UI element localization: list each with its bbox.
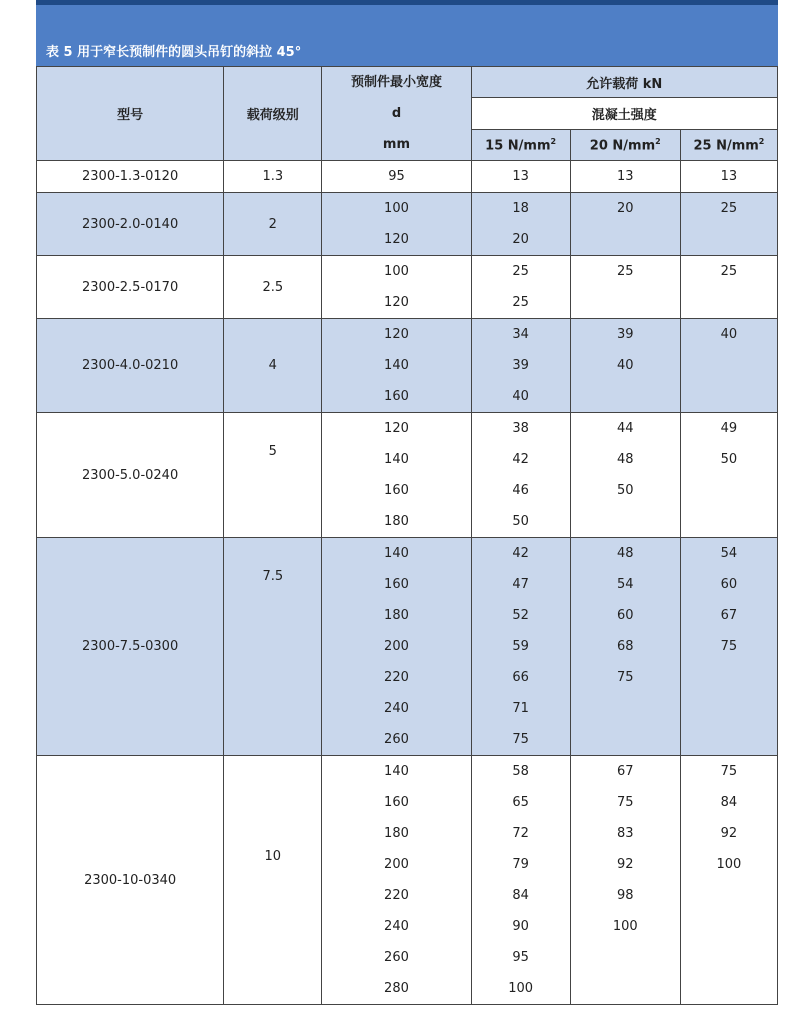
width-value: 200 — [384, 639, 409, 654]
width-value: 100 — [384, 201, 409, 216]
load-20-value: 40 — [616, 358, 634, 373]
header-load-class: 载荷级别 — [224, 67, 322, 161]
cell-load-15 — [471, 319, 570, 413]
cell-min-width — [322, 538, 471, 756]
load-20-value: 25 — [616, 264, 634, 279]
width-value: 120 — [384, 295, 409, 310]
cell-load-25 — [680, 756, 777, 1005]
width-value: 140 — [384, 546, 409, 561]
width-value: 100 — [384, 264, 409, 279]
cell-load-class — [224, 319, 322, 413]
load-15-value: 39 — [512, 358, 529, 373]
load-20-value: 75 — [616, 795, 634, 810]
load-15-value: 66 — [512, 670, 529, 685]
cell-load-class — [224, 538, 322, 756]
header-min-width-symbol: d — [391, 106, 402, 121]
table-row — [37, 193, 778, 256]
width-value: 120 — [384, 421, 409, 436]
header-min-width-label: 预制件最小宽度 — [350, 75, 442, 90]
table-title — [36, 5, 778, 66]
load-20-value: 67 — [616, 764, 634, 779]
header-concrete-strength: 混凝土强度 — [471, 98, 777, 129]
cell-load-25 — [680, 256, 777, 319]
table-row — [37, 413, 778, 538]
cell-load-class — [224, 193, 322, 256]
header-15 — [471, 129, 570, 160]
width-value: 260 — [384, 950, 409, 965]
load-15-value: 46 — [512, 483, 529, 498]
load-25-value: 50 — [720, 452, 738, 467]
load-15-value: 75 — [512, 732, 529, 747]
width-value: 160 — [384, 389, 409, 404]
table-row — [37, 756, 778, 1005]
header-20 — [570, 129, 680, 160]
cell-load-20 — [570, 256, 680, 319]
width-value: 140 — [384, 764, 409, 779]
load-20-value: 20 — [616, 201, 634, 216]
cell-load-15 — [471, 413, 570, 538]
cell-model — [37, 538, 224, 756]
width-value: 95 — [388, 169, 405, 184]
load-15-value: 50 — [512, 514, 529, 529]
cell-load-20 — [570, 756, 680, 1005]
load-class-text: 4 — [268, 358, 277, 373]
cell-load-class — [224, 756, 322, 1005]
load-15-value: 42 — [512, 546, 529, 561]
cell-load-25 — [680, 413, 777, 538]
table-container — [36, 0, 778, 1005]
load-15-value: 72 — [512, 826, 529, 841]
load-class-text: 1.3 — [262, 169, 284, 184]
cell-min-width — [322, 319, 471, 413]
load-25-value: 84 — [720, 795, 738, 810]
width-value: 260 — [384, 732, 409, 747]
load-15-value: 79 — [512, 857, 529, 872]
load-15-value: 59 — [512, 639, 529, 654]
width-value: 120 — [384, 327, 409, 342]
load-15-value: 47 — [512, 577, 529, 592]
width-value: 120 — [384, 232, 409, 247]
cell-load-20 — [570, 161, 680, 193]
width-value: 160 — [384, 795, 409, 810]
cell-load-15 — [471, 193, 570, 256]
width-value: 240 — [384, 919, 409, 934]
load-15-value: 52 — [512, 608, 529, 623]
width-value: 160 — [384, 483, 409, 498]
cell-min-width — [322, 161, 471, 193]
cell-load-class — [224, 161, 322, 193]
load-25-value: 13 — [720, 169, 738, 184]
cell-model — [37, 193, 224, 256]
load-class-text: 10 — [264, 849, 282, 864]
cell-load-25 — [680, 319, 777, 413]
header-15-text: 15 N/mm — [485, 137, 551, 153]
load-20-value: 48 — [616, 452, 634, 467]
load-15-value: 65 — [512, 795, 529, 810]
load-25-value: 75 — [720, 764, 738, 779]
load-20-value: 54 — [616, 577, 634, 592]
load-25-value: 25 — [720, 201, 738, 216]
cell-load-25 — [680, 538, 777, 756]
cell-load-25 — [680, 193, 777, 256]
width-value: 180 — [384, 608, 409, 623]
cell-model — [37, 319, 224, 413]
load-15-value: 25 — [512, 264, 529, 279]
load-25-value: 75 — [720, 639, 738, 654]
cell-model — [37, 756, 224, 1005]
load-25-value: 60 — [720, 577, 738, 592]
header-model: 型号 — [37, 67, 224, 161]
load-20-value: 60 — [616, 608, 634, 623]
width-value: 180 — [384, 514, 409, 529]
load-25-value: 49 — [720, 421, 738, 436]
load-20-value: 92 — [616, 857, 634, 872]
load-20-value: 48 — [616, 546, 634, 561]
cell-model — [37, 256, 224, 319]
table-row — [37, 538, 778, 756]
cell-load-class — [224, 256, 322, 319]
model-text: 2300-7.5-0300 — [82, 639, 179, 654]
cell-load-15 — [471, 756, 570, 1005]
load-15-value: 25 — [512, 295, 529, 310]
model-text: 2300-2.0-0140 — [82, 216, 179, 232]
width-value: 140 — [384, 452, 409, 467]
load-20-value: 100 — [612, 919, 638, 934]
load-15-value: 13 — [512, 169, 529, 184]
width-value: 180 — [384, 826, 409, 841]
header-25-sup: 2 — [758, 136, 765, 146]
load-15-value: 90 — [512, 919, 529, 934]
load-15-value: 100 — [508, 981, 534, 996]
width-value: 220 — [384, 670, 409, 685]
table-row — [37, 319, 778, 413]
cell-load-15 — [471, 538, 570, 756]
width-value: 140 — [384, 358, 409, 373]
width-value: 200 — [384, 857, 409, 872]
cell-load-class — [224, 413, 322, 538]
load-15-value: 34 — [512, 327, 529, 342]
header-min-width-unit: mm — [382, 137, 411, 152]
load-class-text: 2.5 — [262, 279, 284, 295]
load-15-value: 38 — [512, 421, 529, 436]
cell-load-25 — [680, 161, 777, 193]
table-row — [37, 256, 778, 319]
load-15-value: 40 — [512, 389, 529, 404]
cell-min-width — [322, 256, 471, 319]
cell-load-20 — [570, 193, 680, 256]
load-table — [36, 66, 778, 1005]
header-25-text: 25 N/mm — [693, 137, 759, 153]
load-20-value: 13 — [616, 169, 634, 184]
load-class-text: 7.5 — [262, 569, 284, 584]
cell-load-15 — [471, 161, 570, 193]
width-value: 280 — [384, 981, 409, 996]
load-15-value: 58 — [512, 764, 529, 779]
load-20-value: 68 — [616, 639, 634, 654]
load-15-value: 95 — [512, 950, 529, 965]
cell-load-15 — [471, 256, 570, 319]
cell-model — [37, 161, 224, 193]
load-20-value: 98 — [616, 888, 634, 903]
load-20-value: 50 — [616, 483, 634, 498]
model-text: 2300-2.5-0170 — [82, 279, 179, 295]
model-text: 2300-4.0-0210 — [82, 358, 179, 373]
load-15-value: 20 — [512, 232, 529, 247]
header-20-sup: 2 — [655, 136, 661, 146]
cell-min-width — [322, 756, 471, 1005]
cell-min-width — [322, 413, 471, 538]
load-20-value: 75 — [616, 670, 634, 685]
load-15-value: 84 — [512, 888, 529, 903]
load-25-value: 67 — [720, 608, 738, 623]
table-title-text: 表 5 用于窄长预制件的圆头吊钉的斜拉 45° — [46, 45, 302, 60]
width-value: 220 — [384, 888, 409, 903]
load-25-value: 100 — [716, 857, 742, 872]
load-class-text: 2 — [268, 216, 277, 232]
load-15-value: 42 — [512, 452, 529, 467]
load-class-text: 5 — [268, 444, 277, 459]
load-25-value: 54 — [720, 546, 738, 561]
load-20-value: 44 — [616, 421, 634, 436]
load-25-value: 92 — [720, 826, 738, 841]
header-25 — [680, 129, 777, 160]
header-20-text: 20 N/mm — [589, 137, 656, 153]
load-15-value: 18 — [512, 201, 529, 216]
cell-load-20 — [570, 319, 680, 413]
header-min-width — [322, 67, 471, 161]
table-row — [37, 161, 778, 193]
model-text: 2300-1.3-0120 — [82, 169, 179, 184]
load-25-value: 25 — [720, 264, 738, 279]
load-20-value: 39 — [616, 327, 634, 342]
header-15-sup: 2 — [550, 136, 557, 146]
cell-load-20 — [570, 538, 680, 756]
cell-model — [37, 413, 224, 538]
cell-min-width — [322, 193, 471, 256]
model-text: 2300-10-0340 — [84, 872, 177, 888]
model-text: 2300-5.0-0240 — [82, 467, 179, 483]
cell-load-20 — [570, 413, 680, 538]
load-20-value: 83 — [616, 826, 634, 841]
load-15-value: 71 — [512, 701, 529, 716]
width-value: 160 — [384, 577, 409, 592]
width-value: 240 — [384, 701, 409, 716]
header-allowed-load: 允许载荷 kN — [471, 67, 777, 98]
load-25-value: 40 — [720, 327, 738, 342]
